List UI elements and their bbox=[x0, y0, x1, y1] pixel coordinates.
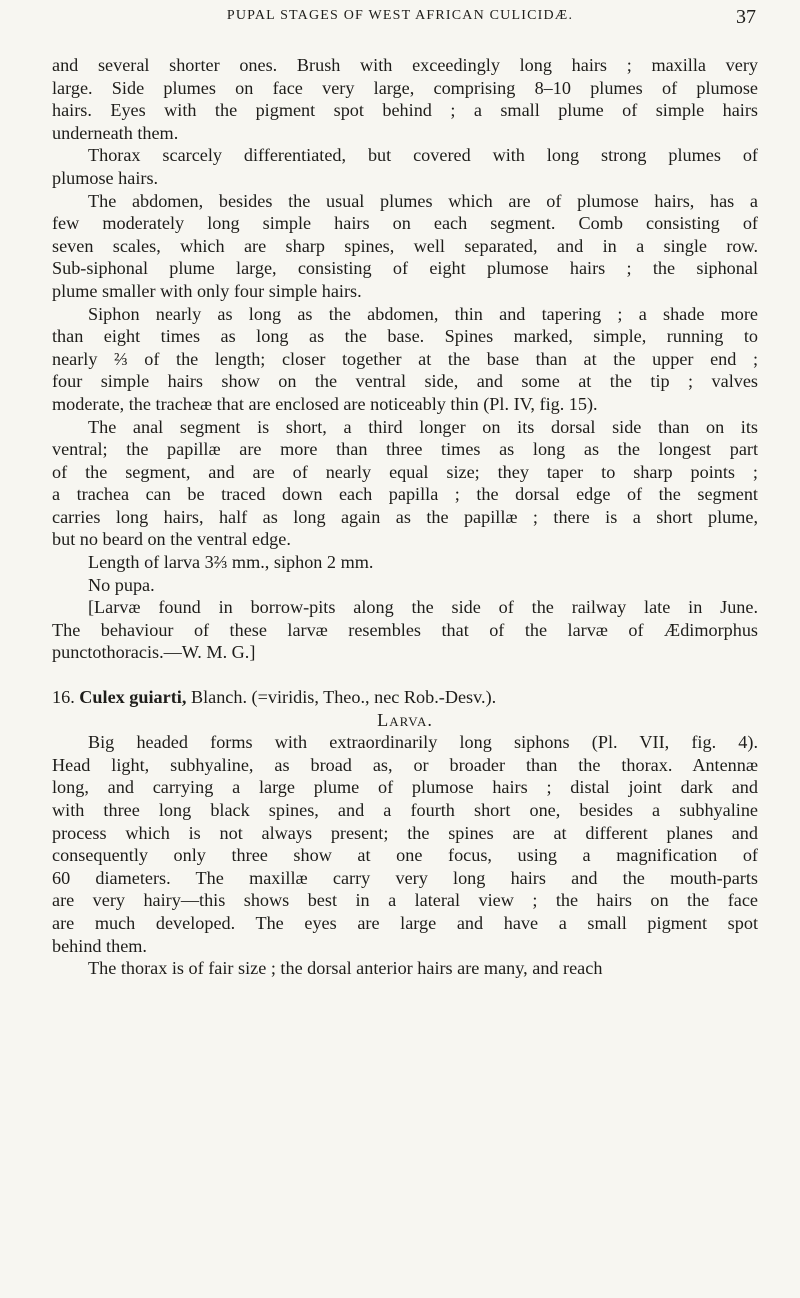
species-name: Culex guiarti, bbox=[79, 687, 187, 708]
text-line: hairs. Eyes with the pigment spot behind ; a small plume of simple hairs bbox=[52, 100, 758, 121]
text-section-previous-species bbox=[52, 54, 758, 664]
text-line: are much developed. The eyes are large and have a small pigment spot bbox=[52, 912, 758, 933]
text-line: Siphon nearly as long as the abdomen, thin and tapering ; a shade more bbox=[88, 303, 758, 324]
paragraph bbox=[52, 190, 758, 303]
text-line: of the segment, and are of nearly equal size; they taper to sharp points ; bbox=[52, 461, 758, 482]
text-line: seven scales, which are sharp spines, well separated, and in a single row. bbox=[52, 235, 758, 256]
paragraph bbox=[52, 551, 758, 574]
text-line: plume smaller with only four simple hairs. bbox=[52, 280, 362, 301]
page-number: 37 bbox=[736, 6, 756, 28]
species-heading-line bbox=[52, 686, 758, 709]
text-line: ventral; the papillæ are more than three times as long as the longest part bbox=[52, 439, 758, 460]
text-line: nearly ⅔ of the length; closer together at the base than at the upper end ; bbox=[52, 348, 758, 369]
text-line: plumose hairs. bbox=[52, 167, 159, 188]
text-line: The anal segment is short, a third longer on its dorsal side than on its bbox=[88, 416, 758, 437]
paragraph bbox=[52, 144, 758, 189]
paragraph bbox=[52, 574, 758, 597]
text-line: punctothoracis.—W. M. G.] bbox=[52, 642, 256, 663]
text-line: Length of larva 3⅔ mm., siphon 2 mm. bbox=[88, 552, 374, 573]
text-line: 60 diameters. The maxillæ carry very long hairs and the mouth-parts bbox=[52, 867, 758, 888]
text-line: with three long black spines, and a fourth short one, besides a subhyaline bbox=[52, 800, 758, 820]
text-line: [Larvæ found in borrow-pits along the side of the railway late in June. bbox=[88, 597, 758, 618]
paragraph bbox=[52, 957, 758, 980]
text-line: behind them. bbox=[52, 935, 147, 956]
species-number: 16. bbox=[52, 687, 75, 708]
text-line: large. Side plumes on face very large, comprising 8–10 plumes of plumose bbox=[52, 77, 758, 98]
text-line: and several shorter ones. Brush with exceedingly long hairs ; maxilla very bbox=[52, 55, 758, 75]
text-line: moderate, the tracheæ that are enclosed are noticeably thin (Pl. IV, fig. 15). bbox=[52, 393, 598, 414]
larva-heading: Larva. bbox=[377, 709, 433, 730]
text-line: The abdomen, besides the usual plumes which are of plumose hairs, has a bbox=[88, 190, 758, 211]
text-line: The thorax is of fair size ; the dorsal anterior hairs are many, and reach bbox=[88, 958, 603, 979]
species-authority: Blanch. (=viridis, Theo., nec Rob.-Desv.). bbox=[190, 687, 497, 708]
text-line: four simple hairs show on the ventral side, and some at the tip ; valves bbox=[52, 371, 758, 392]
body-text bbox=[52, 54, 758, 980]
text-line: a trachea can be traced down each papilla ; the dorsal edge of the segment bbox=[52, 484, 758, 505]
paragraph bbox=[52, 731, 758, 957]
text-line: The behaviour of these larvæ resembles that of the larvæ of Ædimorphus bbox=[52, 619, 758, 640]
text-line: Big headed forms with extraordinarily long siphons (Pl. VII, fig. 4). bbox=[88, 732, 758, 753]
text-line: long, and carrying a large plume of plumose hairs ; distal joint dark and bbox=[52, 777, 758, 798]
text-line: Sub-siphonal plume large, consisting of eight plumose hairs ; the siphonal bbox=[52, 258, 758, 279]
paragraph bbox=[52, 416, 758, 552]
text-line: No pupa. bbox=[88, 574, 155, 595]
text-line: underneath them. bbox=[52, 122, 179, 143]
text-line: consequently only three show at one focus, using a magnification of bbox=[52, 845, 758, 866]
paragraph bbox=[52, 596, 758, 664]
text-line: Head light, subhyaline, as broad as, or broader than the thorax. Antennæ bbox=[52, 754, 758, 775]
paragraph bbox=[52, 303, 758, 416]
paragraph bbox=[52, 54, 758, 144]
text-line: carries long hairs, half as long again as the papillæ ; there is a short plume, bbox=[52, 506, 758, 527]
text-line: process which is not always present; the spines are at different planes and bbox=[52, 822, 758, 843]
text-line: than eight times as long as the base. Spines marked, simple, running to bbox=[52, 326, 758, 347]
text-line: but no beard on the ventral edge. bbox=[52, 529, 291, 550]
page-header bbox=[0, 6, 800, 36]
text-line: few moderately long simple hairs on each segment. Comb consisting of bbox=[52, 213, 758, 234]
running-head: PUPAL STAGES OF WEST AFRICAN CULICIDÆ. bbox=[226, 8, 574, 23]
text-line: are very hairy—this shows best in a lateral view ; the hairs on the face bbox=[52, 890, 758, 911]
text-section-larva bbox=[52, 731, 758, 980]
text-line: Thorax scarcely differentiated, but covered with long strong plumes of bbox=[88, 145, 758, 166]
